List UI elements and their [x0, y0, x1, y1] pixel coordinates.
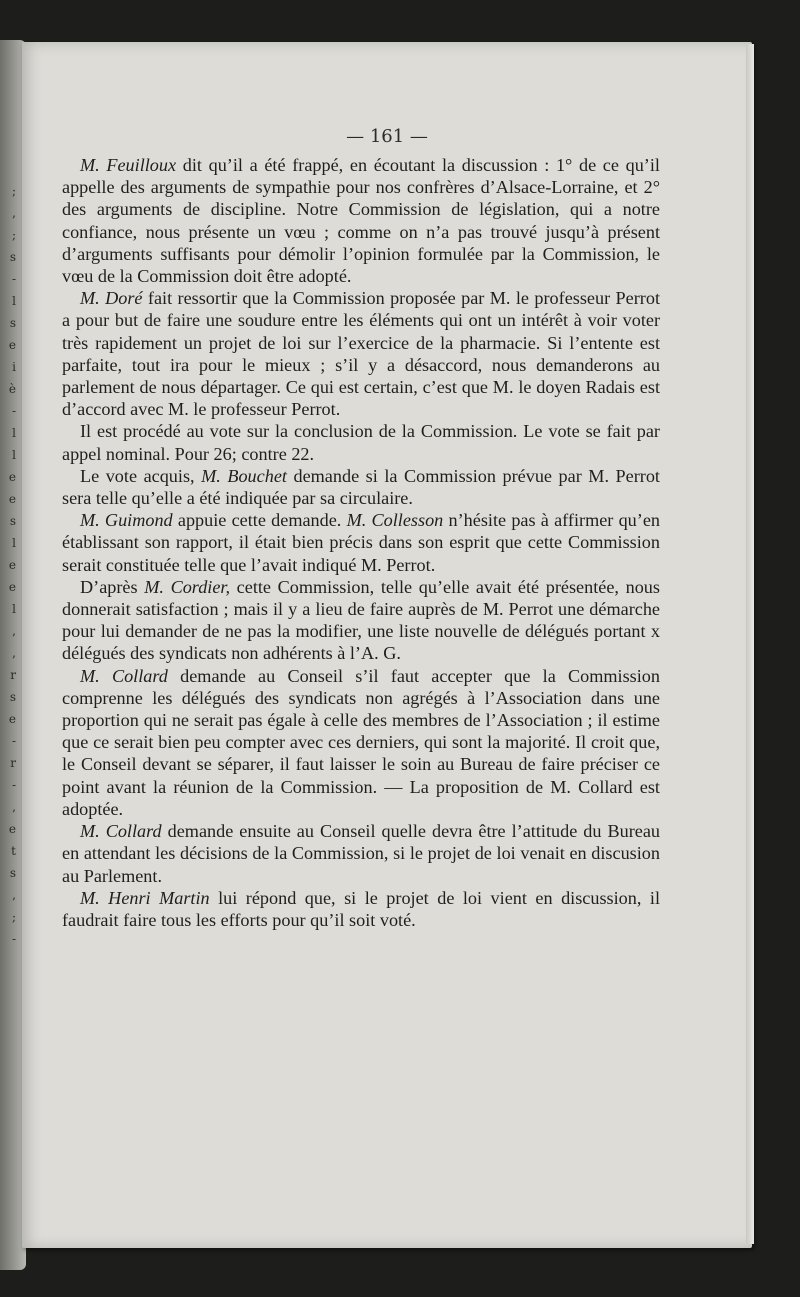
page-body [62, 154, 660, 931]
paragraph-text: cette Commission, telle qu’elle avait été présentée, nous donnerait satisfaction ; mais il y a lieu de faire auprès de M. Perrot une démarche pour lui demander de ne pas la modifier, une liste nouvelle de délégués portant x délégués des syndicats non adhérents à l’A. G. [62, 576, 660, 664]
paragraph-text: demande au Conseil s’il faut accepter que la Commission comprenne les délégués des syndicats non agrégés à l’Association dans une proportion qui ne serait pas égale à celle des membres de l’Association ; il estime que ce serait bien peu compter avec ces derniers, qui sont la majorité. Il croit que, le Conseil devant se séparer, il faut laisser le soin au Bureau de faire préciser ce point avant la réunion de la Commission. — La proposition de M. Collard est adoptée. [62, 665, 660, 819]
speaker-name: M. Henri Martin [80, 887, 210, 908]
paragraph-guimond-collesson [62, 509, 660, 576]
paragraph-text: appuie cette demande. [172, 510, 347, 531]
paragraph-text: dit qu’il a été frappé, en écoutant la discussion : 1° de ce qu’il appelle des arguments de sympathie pour nos confrères d’Alsace-Lorraine, et 2° des arguments de discipline. Notre Commission de législation, qui a notre confiance, nous présente un vœu ; comme on n’a pas trouvé jusqu’à présent d’arguments suffisants pour démolir l’opinion formulée par la Commission, le vœu de la Commission doit être adopté. [62, 155, 660, 287]
facing-page-text-fragments: ; , ; s - l s e i è - l l e e s l e e l , , r s e - r - , e t s , ; - [8, 184, 16, 946]
speaker-name: M. Collard [80, 821, 162, 842]
paragraph-text: demande si la Commission prévue par M. Perrot sera telle qu’elle a été indiquée par sa circulaire. [62, 465, 660, 509]
paragraph-text: demande ensuite au Conseil quelle devra être l’attitude du Bureau en attendant les décisions de la Commission, si le projet de loi venait en discusion au Parlement. [62, 821, 660, 886]
book-page [22, 42, 752, 1248]
paragraph-text: n’hésite pas à affirmer qu’en établissant son rapport, il était bien précis dans son esprit que cette Commission serait constituée telle que l’avait indiqué M. Perrot. [62, 510, 661, 575]
speaker-name: M. Guimond [80, 510, 173, 531]
paragraph-feuilloux [62, 154, 660, 287]
page-number: — 161 — [346, 126, 428, 147]
paragraph-lead: Le vote acquis, [80, 465, 202, 486]
paragraph-dore [62, 287, 660, 420]
speaker-name: M. Bouchet [201, 465, 287, 486]
speaker-name: M. Collard [80, 665, 168, 686]
paragraph-text: Il est procédé au vote sur la conclusion de la Commission. Le vote se fait par appel nominal. Pour 26; contre 22. [62, 421, 660, 464]
paragraph-bouchet [62, 465, 660, 509]
paragraph-vote [62, 420, 660, 464]
speaker-name: M. Cordier, [144, 576, 231, 597]
paragraph-henri-martin [62, 887, 660, 931]
speaker-name: M. Collesson [346, 510, 444, 531]
paragraph-text: lui répond que, si le projet de loi vient en discussion, il faudrait faire tous les efforts pour qu’il soit voté. [62, 887, 660, 930]
paragraph-cordier [62, 576, 660, 665]
paragraph-collard-1 [62, 665, 660, 820]
speaker-name: M. Feuilloux [80, 155, 177, 175]
speaker-name: M. Doré [80, 288, 143, 309]
paragraph-text: fait ressortir que la Commission proposée par M. le professeur Perrot a pour but de faire une soudure entre les éléments qui ont un intérêt à voir voter très rapidement un projet de loi sur l’exercice de la pharmacie. Si l’entente est parfaite, tout ira pour le mieux ; s’il y a désaccord, nous demanderons au parlement de nous départager. Ce qui est certain, c’est que M. le doyen Radais est d’accord avec M. le professeur Perrot. [62, 288, 661, 420]
paragraph-lead: D’après [80, 576, 145, 597]
paragraph-collard-2 [62, 820, 660, 887]
page-fore-edge [746, 44, 754, 1244]
